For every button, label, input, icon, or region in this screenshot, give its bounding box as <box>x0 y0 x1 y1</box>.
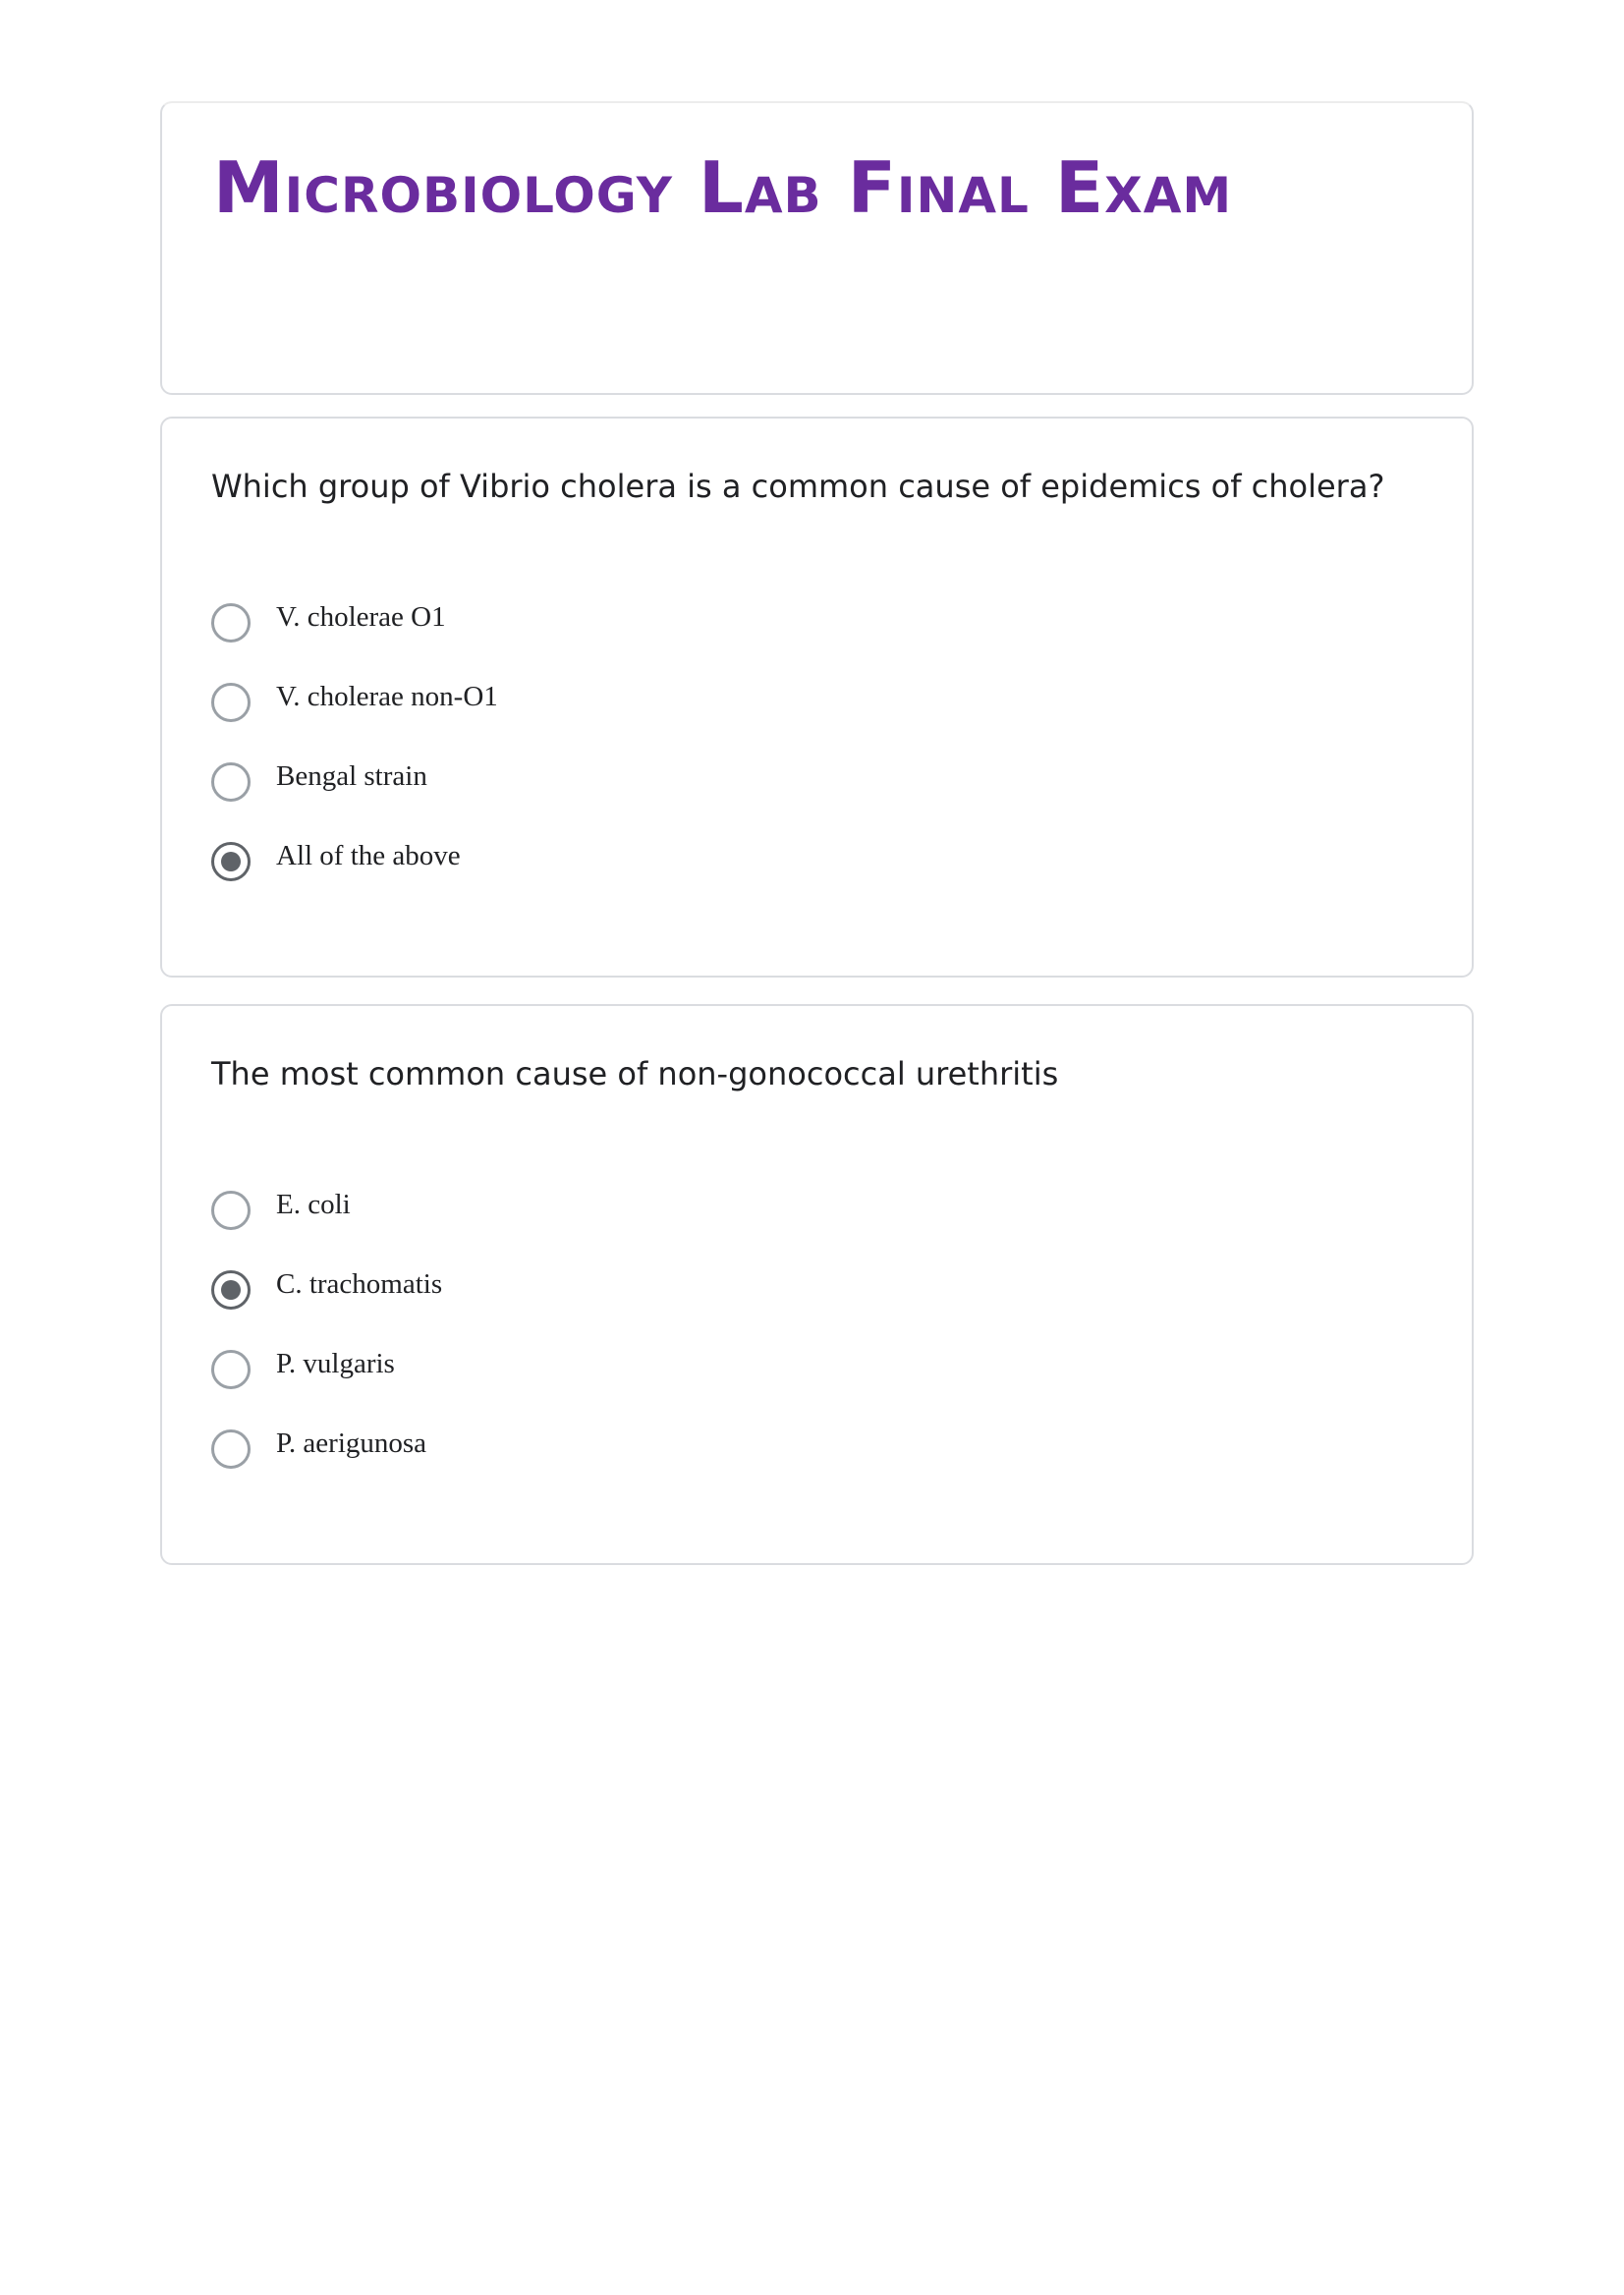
option-v-cholerae-o1[interactable] <box>211 593 498 652</box>
option-label: V. cholerae non-O1 <box>276 680 498 712</box>
option-c-trachomatis[interactable] <box>211 1260 442 1319</box>
radio-button-checked-icon[interactable] <box>211 842 251 881</box>
radio-button-icon[interactable] <box>211 1350 251 1389</box>
option-label: P. vulgaris <box>276 1347 395 1379</box>
option-label: Bengal strain <box>276 759 427 792</box>
radio-button-icon[interactable] <box>211 1191 251 1230</box>
option-label: V. cholerae O1 <box>276 600 446 633</box>
option-all-of-the-above[interactable] <box>211 832 498 891</box>
radio-button-icon[interactable] <box>211 1429 251 1469</box>
radio-button-checked-icon[interactable] <box>211 1270 251 1310</box>
option-label: All of the above <box>276 839 461 871</box>
question-card <box>160 417 1474 978</box>
option-label: C. trachomatis <box>276 1267 443 1300</box>
option-e-coli[interactable] <box>211 1181 442 1240</box>
radio-button-icon[interactable] <box>211 683 251 722</box>
radio-button-icon[interactable] <box>211 762 251 802</box>
question-text: The most common cause of non-gonococcal urethritis <box>211 1055 1059 1092</box>
option-list <box>211 593 498 912</box>
option-list <box>211 1181 442 1499</box>
question-text: Which group of Vibrio cholera is a common cause of epidemics of cholera? <box>211 468 1385 505</box>
option-p-vulgaris[interactable] <box>211 1340 442 1399</box>
option-bengal-strain[interactable] <box>211 753 498 812</box>
option-v-cholerae-non-o1[interactable] <box>211 673 498 732</box>
question-card <box>160 1004 1474 1565</box>
option-label: P. aerigunosa <box>276 1427 427 1459</box>
form-header-card <box>160 101 1474 395</box>
form-title: Microbiology Lab Final Exam <box>213 146 1233 229</box>
radio-button-icon[interactable] <box>211 603 251 643</box>
option-p-aerigunosa[interactable] <box>211 1420 442 1479</box>
option-label: E. coli <box>276 1188 351 1220</box>
